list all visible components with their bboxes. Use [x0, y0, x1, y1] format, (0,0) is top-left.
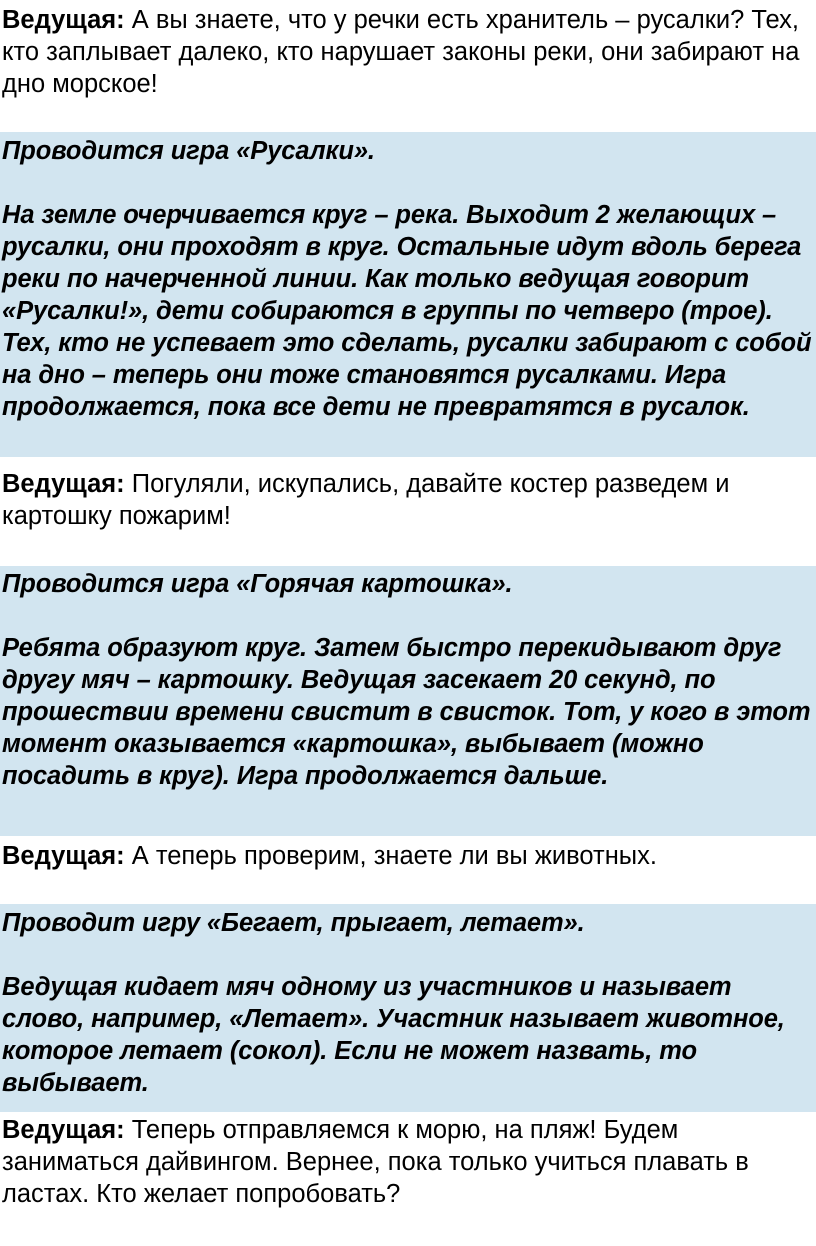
host-text: А вы знаете, что у речки есть хранитель – русалки? Тех, кто заплывает далеко, кто нарушает законы реки, они забирают на дно морское!	[2, 6, 800, 98]
speaker-label: Ведущая:	[2, 1116, 125, 1144]
speaker-label: Ведущая:	[2, 842, 125, 870]
game-title: Проводится игра «Горячая картошка».	[2, 570, 513, 598]
host-line-1	[0, 4, 816, 100]
game-block-runs-jumps-flies	[0, 904, 816, 1112]
host-line-2	[0, 468, 816, 532]
host-line-4	[0, 1114, 816, 1210]
game-block-hot-potato	[0, 566, 816, 836]
host-text: Погуляли, искупались, давайте костер разведем и картошку пожарим!	[2, 470, 730, 530]
game-rules: Ребята образуют круг. Затем быстро перекидывают друг другу мяч – картошку. Ведущая засекает 20 секунд, по прошествии времени свистит в свисток. Тот, у кого в этот момент оказывается «картошка», выбывает (можно посадить в круг). Игра продолжается дальше.	[2, 634, 811, 790]
host-text: Теперь отправляемся к морю, на пляж! Будем заниматься дайвингом. Вернее, пока только учиться плавать в ластах. Кто желает попробовать?	[2, 1116, 749, 1208]
game-title: Проводится игра «Русалки».	[2, 137, 375, 165]
speaker-label: Ведущая:	[2, 470, 125, 498]
game-rules: На земле очерчивается круг – река. Выходит 2 желающих – русалки, они проходят в круг. Остальные идут вдоль берега реки по начерченной линии. Как только ведущая говорит «Русалки!», дети собираются в группы по четверо (трое). Тех, кто не успевает это сделать, русалки забирают с собой на дно – теперь они тоже становятся русалками. Игра продолжается, пока все дети не превратятся в русалок.	[2, 201, 812, 421]
game-title: Проводит игру «Бегает, прыгает, летает».	[2, 909, 585, 937]
host-text: А теперь проверим, знаете ли вы животных.	[124, 842, 657, 870]
host-line-3	[0, 840, 816, 872]
speaker-label: Ведущая:	[2, 6, 125, 34]
game-block-mermaids	[0, 132, 816, 457]
game-rules: Ведущая кидает мяч одному из участников и называет слово, например, «Летает». Участник называет животное, которое летает (сокол). Если не может назвать, то выбывает.	[2, 973, 785, 1097]
